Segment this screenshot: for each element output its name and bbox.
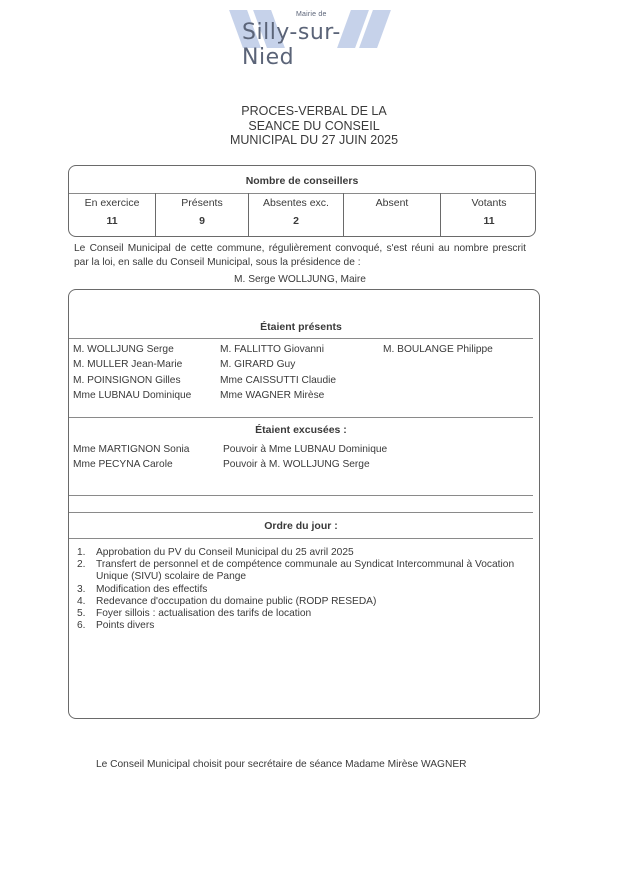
title-line-2: SEANCE DU CONSEIL xyxy=(248,118,380,133)
present-member: Mme WAGNER Mirèse xyxy=(220,389,325,401)
count-value: 11 xyxy=(106,215,118,227)
councillor-count-table xyxy=(68,165,536,237)
count-value: 11 xyxy=(483,215,495,227)
present-member: Mme LUBNAU Dominique xyxy=(73,389,192,401)
count-value: 9 xyxy=(199,215,205,227)
document-title xyxy=(150,104,478,148)
divider xyxy=(69,338,533,339)
agenda-item: 5. Foyer sillois : actualisation des tarifs de location xyxy=(77,608,312,620)
present-member: M. WOLLJUNG Serge xyxy=(73,344,174,355)
agenda-item: 1. Approbation du PV du Conseil Municipal du 25 avril 2025 xyxy=(77,547,354,558)
agenda-heading: Ordre du jour : xyxy=(264,520,338,532)
agenda-list xyxy=(77,547,517,632)
president-line: M. Serge WOLLJUNG, Maire xyxy=(234,274,366,285)
present-column-2 xyxy=(220,342,336,403)
mairie-logo xyxy=(232,8,390,70)
count-table-heading: Nombre de conseillers xyxy=(69,166,535,194)
present-member: M. BOULANGE Philippe xyxy=(383,344,493,355)
excused-member: Mme PECYNA Carole xyxy=(73,459,173,471)
present-member: M. FALLITTO Giovanni xyxy=(220,344,324,355)
count-cell-en-exercice xyxy=(69,193,156,236)
proxy-note: Pouvoir à M. WOLLJUNG Serge xyxy=(223,459,370,471)
divider xyxy=(69,495,533,496)
excused-names xyxy=(73,442,189,473)
title-line-3: MUNICIPAL DU 27 JUIN 2025 xyxy=(229,133,399,147)
secretary-statement: Le Conseil Municipal choisit pour secrétaire de séance Madame Mirèse WAGNER xyxy=(96,759,467,770)
present-member: Mme CAISSUTTI Claudie xyxy=(220,374,337,386)
attendance-box xyxy=(68,289,540,719)
divider xyxy=(69,512,533,513)
logo-subtitle: Mairie de xyxy=(296,11,327,18)
count-label: En exercice xyxy=(84,197,140,209)
agenda-item: 3. Modification des effectifs xyxy=(77,583,208,595)
divider xyxy=(69,538,533,539)
divider xyxy=(69,417,533,418)
count-cell-presents xyxy=(156,193,249,236)
intro-paragraph: Le Conseil Municipal de cette commune, régulièrement convoqué, s'est réuni au nombre prescrit par la loi, en salle du Conseil Municipal, sous la présidence de : xyxy=(74,243,526,268)
excused-proxies xyxy=(223,442,387,473)
present-heading: Étaient présents xyxy=(260,321,342,333)
count-cell-absentes-exc xyxy=(249,193,344,236)
count-label: Absent xyxy=(375,197,409,209)
excused-heading: Étaient excusées : xyxy=(255,424,347,436)
count-cell-votants xyxy=(441,193,537,236)
logo-town-name: Silly-sur-Nied xyxy=(242,20,341,70)
count-label: Votants xyxy=(471,197,507,209)
agenda-item: 4. Redevance d'occupation du domaine public (RODP RESEDA) xyxy=(77,595,377,607)
count-value: 2 xyxy=(293,215,299,227)
present-column-1 xyxy=(73,342,191,403)
excused-member: Mme MARTIGNON Sonia xyxy=(73,444,190,455)
agenda-item: 6. Points divers xyxy=(77,620,155,632)
present-column-3 xyxy=(383,342,493,357)
title-line-1: PROCES-VERBAL DE LA xyxy=(241,104,387,118)
proxy-note: Pouvoir à Mme LUBNAU Dominique xyxy=(223,444,388,455)
present-member: M. POINSIGNON Gilles xyxy=(73,374,181,386)
count-label: Présents xyxy=(181,197,223,209)
count-cell-absent xyxy=(344,193,441,236)
present-member: M. MULLER Jean-Marie xyxy=(73,359,183,371)
count-label: Absentes exc. xyxy=(263,197,329,209)
agenda-item: 2. Transfert de personnel et de compétence communale au Syndicat Intercommunal à Vocation Unique (SIVU) scolaire de Pange xyxy=(77,559,515,583)
present-member: M. GIRARD Guy xyxy=(220,359,296,371)
